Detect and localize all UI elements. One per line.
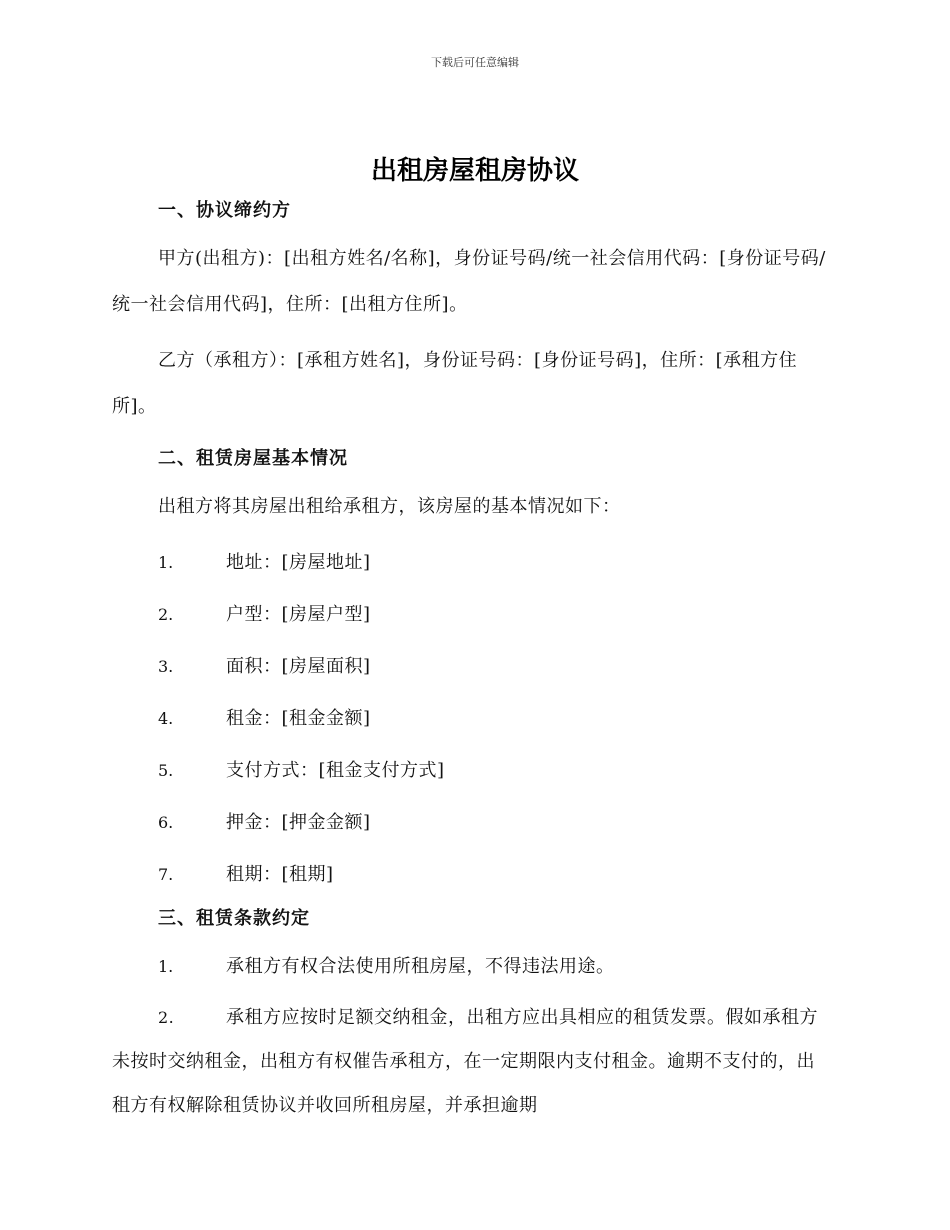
list-item — [112, 696, 832, 748]
list-text: 户型：[房屋户型] — [226, 604, 371, 625]
list-number: 4. — [158, 709, 174, 728]
section-heading-terms: 三、租赁条款约定 — [158, 908, 310, 929]
document-title: 出租房屋租房协议 — [370, 156, 579, 186]
list-number: 2. — [158, 1008, 175, 1027]
party-b-paragraph: 乙方（承租方）：[承租方姓名]，身份证号码：[身份证号码]，住所：[承租方住所]。 — [112, 350, 798, 417]
list-number: 5. — [158, 761, 174, 780]
list-text: 面积：[房屋面积] — [226, 656, 371, 677]
list-text: 租期：[租期] — [226, 864, 334, 885]
list-item — [112, 852, 832, 904]
section-heading-parties: 一、协议缔约方 — [158, 200, 291, 221]
list-item — [112, 748, 832, 800]
list-text: 地址：[房屋地址] — [226, 552, 371, 573]
party-a-paragraph: 甲方(出租方)：[出租方姓名/名称]，身份证号码/统一社会信用代码：[身份证号码/统一社会信用代码]，住所：[出租方住所]。 — [112, 248, 826, 315]
list-item — [112, 944, 832, 996]
list-item — [112, 644, 832, 696]
list-text: 承租方有权合法使用所租房屋，不得违法用途。 — [226, 956, 615, 977]
list-number: 2. — [158, 605, 174, 624]
list-number: 3. — [158, 657, 174, 676]
list-number: 1. — [158, 957, 174, 976]
list-text: 租金：[租金金额] — [226, 708, 371, 729]
section-heading-property: 二、租赁房屋基本情况 — [158, 448, 348, 469]
header-note: 下载后可任意编辑 — [431, 56, 519, 69]
list-item — [112, 540, 832, 592]
list-number: 1. — [158, 553, 174, 572]
list-item — [112, 800, 832, 852]
list-number: 7. — [158, 865, 174, 884]
list-item — [112, 592, 832, 644]
list-text: 支付方式：[租金支付方式] — [226, 760, 445, 781]
property-intro: 出租方将其房屋出租给承租方，该房屋的基本情况如下： — [158, 496, 621, 517]
document-body — [112, 196, 832, 1128]
list-text: 押金：[押金金额] — [226, 812, 371, 833]
list-text: 承租方应按时足额交纳租金，出租方应出具相应的租赁发票。假如承租方未按时交纳租金，出租方有权催告承租方，在一定期限内支付租金。逾期不支付的，出租方有权解除租赁协议并收回所租房屋，并承担逾期 — [112, 1007, 818, 1116]
list-number: 6. — [158, 813, 174, 832]
list-item-long — [112, 996, 832, 1128]
